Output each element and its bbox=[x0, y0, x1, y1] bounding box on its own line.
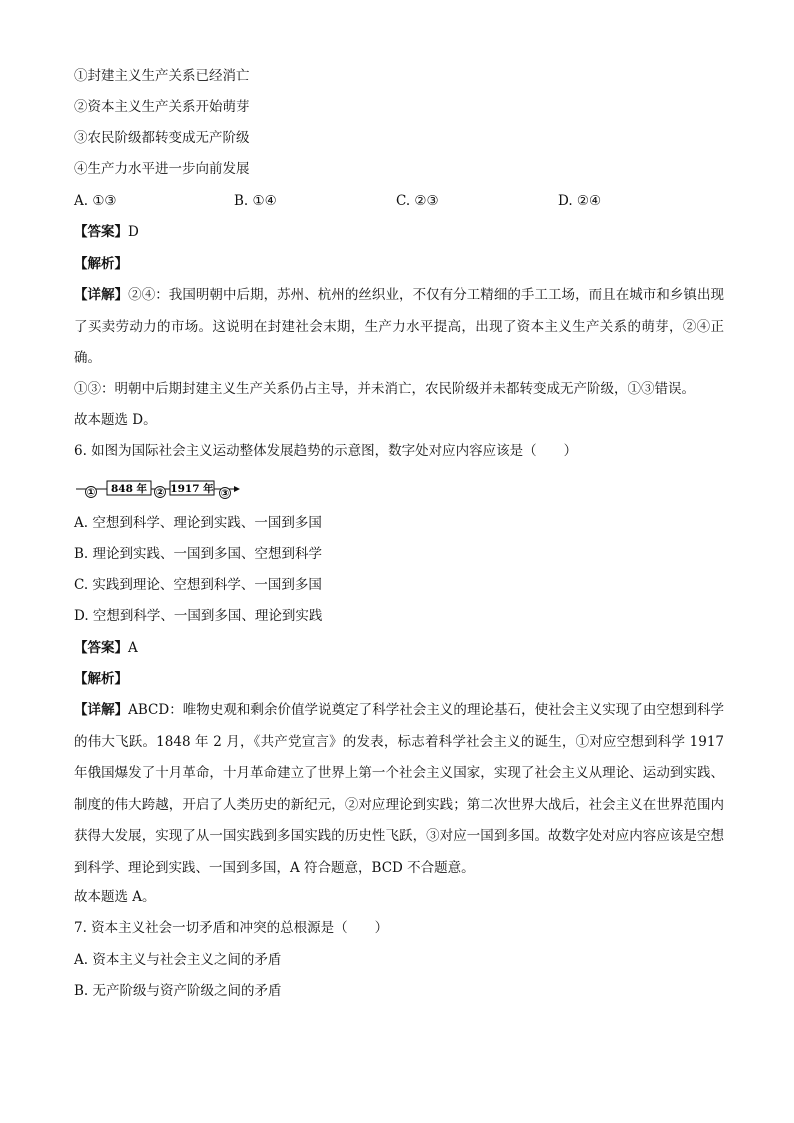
answer-tag: 【答案】 bbox=[74, 640, 128, 656]
box-label-1848: 848 年 bbox=[110, 483, 148, 495]
q5-option-b: B. ①④ bbox=[234, 193, 277, 209]
box-label-1917: 1917 年 bbox=[170, 483, 214, 495]
q7-option-a: A. 资本主义与社会主义之间的矛盾 bbox=[74, 952, 282, 968]
socialism-trend-diagram bbox=[74, 478, 244, 500]
detail-tag: 【详解】 bbox=[74, 287, 129, 303]
statement-4: ④生产力水平进一步向前发展 bbox=[74, 161, 250, 177]
detail-text: ②④：我国明朝中后期，苏州、杭州的丝织业，不仅有分工精细的手工工场，而且在城市和乡镇出现了买卖劳动力的市场。这说明在封建社会末期，生产力水平提高，出现了资本主义生产关系的萌芽，②④正确。 bbox=[74, 287, 725, 366]
q6-option-a: A. 空想到科学、理论到实践、一国到多国 bbox=[74, 515, 322, 531]
q6-detail bbox=[74, 695, 724, 884]
q6-analysis-tag bbox=[74, 669, 128, 689]
answer-tag: 【答案】 bbox=[74, 224, 128, 240]
q5-option-a: A. ①③ bbox=[74, 193, 117, 209]
q5-option-d: D. ②④ bbox=[558, 193, 602, 209]
q6-option-d: D. 空想到科学、一国到多国、理论到实践 bbox=[74, 608, 323, 624]
q5-conclusion: 故本题选 D。 bbox=[74, 412, 157, 428]
q5-detail-2: ①③：明朝中后期封建主义生产关系仍占主导，并未消亡，农民阶级并未都转变成无产阶级，①③错误。 bbox=[74, 381, 695, 397]
analysis-tag: 【解析】 bbox=[74, 256, 128, 272]
q6-option-c: C. 实践到理论、空想到科学、一国到多国 bbox=[74, 577, 322, 593]
answer-value: A bbox=[128, 640, 138, 656]
marker-1: ① bbox=[86, 487, 96, 499]
q6-conclusion: 故本题选 A。 bbox=[74, 889, 156, 905]
marker-3: ③ bbox=[220, 488, 230, 500]
q7-option-b: B. 无产阶级与资产阶级之间的矛盾 bbox=[74, 983, 282, 999]
diagram-svg bbox=[74, 478, 244, 500]
q5-analysis-tag bbox=[74, 254, 128, 274]
q6-stem: 6. 如图为国际社会主义运动整体发展趋势的示意图，数字处对应内容应该是（ ） bbox=[74, 443, 578, 459]
arrow-head-icon bbox=[234, 486, 240, 492]
q6-answer-line bbox=[74, 638, 138, 658]
q5-detail bbox=[74, 280, 724, 375]
q5-answer-line bbox=[74, 222, 139, 242]
analysis-tag: 【解析】 bbox=[74, 671, 128, 687]
statement-3: ③农民阶级都转变成无产阶级 bbox=[74, 130, 250, 146]
statement-2: ②资本主义生产关系开始萌芽 bbox=[74, 99, 250, 115]
detail-tag: 【详解】 bbox=[74, 702, 129, 718]
detail-text: ABCD：唯物史观和剩余价值学说奠定了科学社会主义的理论基石，使社会主义实现了由空想到科学的伟大飞跃。1848 年 2 月，《共产党宣言》的发表，标志着科学社会主义的诞生，①对应空想到科学 1917 年俄国爆发了十月革命，十月革命建立了世界上第一个社会主义国家，实现了社会主义从理论、运动到实践、制度的伟大跨越，开启了人类历史的新纪元，②对应理论到实践；第二次世界大战后，社会主义在世界范围内获得大发展，实现了从一国实践到多国实践的历史性飞跃，③对应一国到多国。故数字处对应内容应该是空想到科学、理论到实践、一国到多国，A 符合题意，BCD 不合题意。 bbox=[74, 702, 725, 876]
q7-stem: 7. 资本主义社会一切矛盾和冲突的总根源是（ ） bbox=[74, 920, 389, 936]
answer-value: D bbox=[128, 224, 139, 240]
statement-1: ①封建主义生产关系已经消亡 bbox=[74, 68, 250, 84]
marker-2: ② bbox=[155, 487, 165, 499]
q6-option-b: B. 理论到实践、一国到多国、空想到科学 bbox=[74, 546, 323, 562]
q5-option-c: C. ②③ bbox=[396, 193, 439, 209]
